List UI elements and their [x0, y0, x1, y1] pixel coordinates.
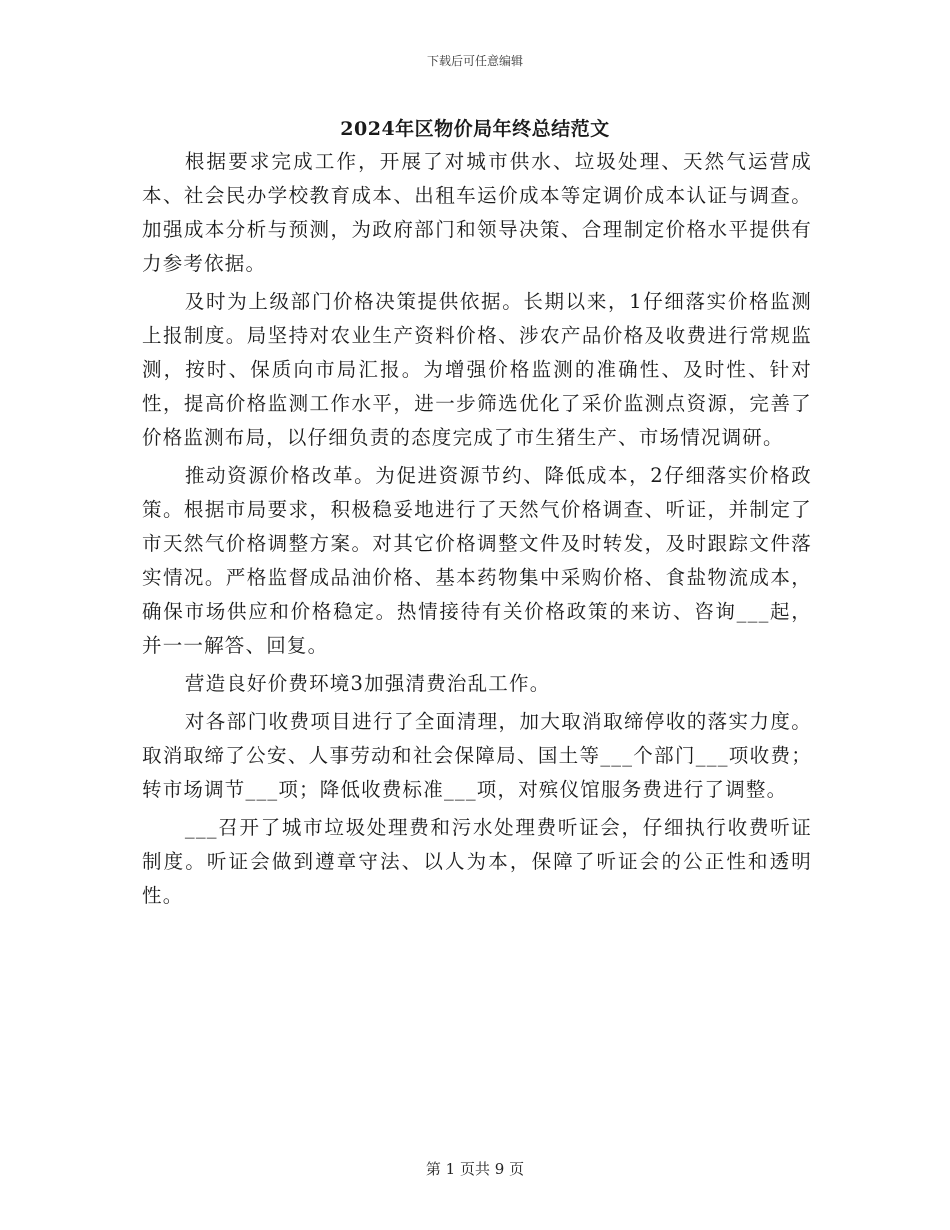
paragraph: 根据要求完成工作，开展了对城市供水、垃圾处理、天然气运营成本、社会民办学校教育成本、出租车运价成本等定调价成本认证与调查。加强成本分析与预测，为政府部门和领导决策、合理制定价格水平提供有力参考依据。	[142, 150, 812, 275]
paragraph: ___召开了城市垃圾处理费和污水处理费听证会，仔细执行收费听证制度。听证会做到遵章守法、以人为本，保障了听证会的公正性和透明性。	[142, 816, 812, 907]
paragraph: 及时为上级部门价格决策提供依据。长期以来，1仔细落实价格监测上报制度。局坚持对农业生产资料价格、涉农产品价格及收费进行常规监测，按时、保质向市局汇报。为增强价格监测的准确性、及时性、针对性，提高价格监测工作水平，进一步筛选优化了采价监测点资源，完善了价格监测布局，以仔细负责的态度完成了市生猪生产、市场情况调研。	[142, 290, 812, 449]
paragraph: 对各部门收费项目进行了全面清理，加大取消取缔停收的落实力度。取消取缔了公安、人事劳动和社会保障局、国土等___个部门___项收费；转市场调节___项；降低收费标准___项，对殡仪馆服务费进行了调整。	[142, 710, 812, 801]
paragraph: 营造良好价费环境3加强清费治乱工作。	[184, 672, 551, 695]
document-title: 2024年区物价局年终总结范文	[340, 118, 610, 140]
document-body	[142, 145, 812, 917]
page-footer-indicator: 第 1 页共 9 页	[425, 1160, 525, 1178]
paragraph: 推动资源价格改革。为促进资源节约、降低成本，2仔细落实价格政策。根据市局要求，积极稳妥地进行了天然气价格调查、听证，并制定了市天然气价格调整方案。对其它价格调整文件及时转发，及时跟踪文件落实情况。严格监督成品油价格、基本药物集中采购价格、食盐物流成本，确保市场供应和价格稳定。热情接待有关价格政策的来访、咨询___起，并一一解答、回复。	[142, 464, 812, 657]
page-header-note: 下载后可任意编辑	[426, 54, 523, 68]
